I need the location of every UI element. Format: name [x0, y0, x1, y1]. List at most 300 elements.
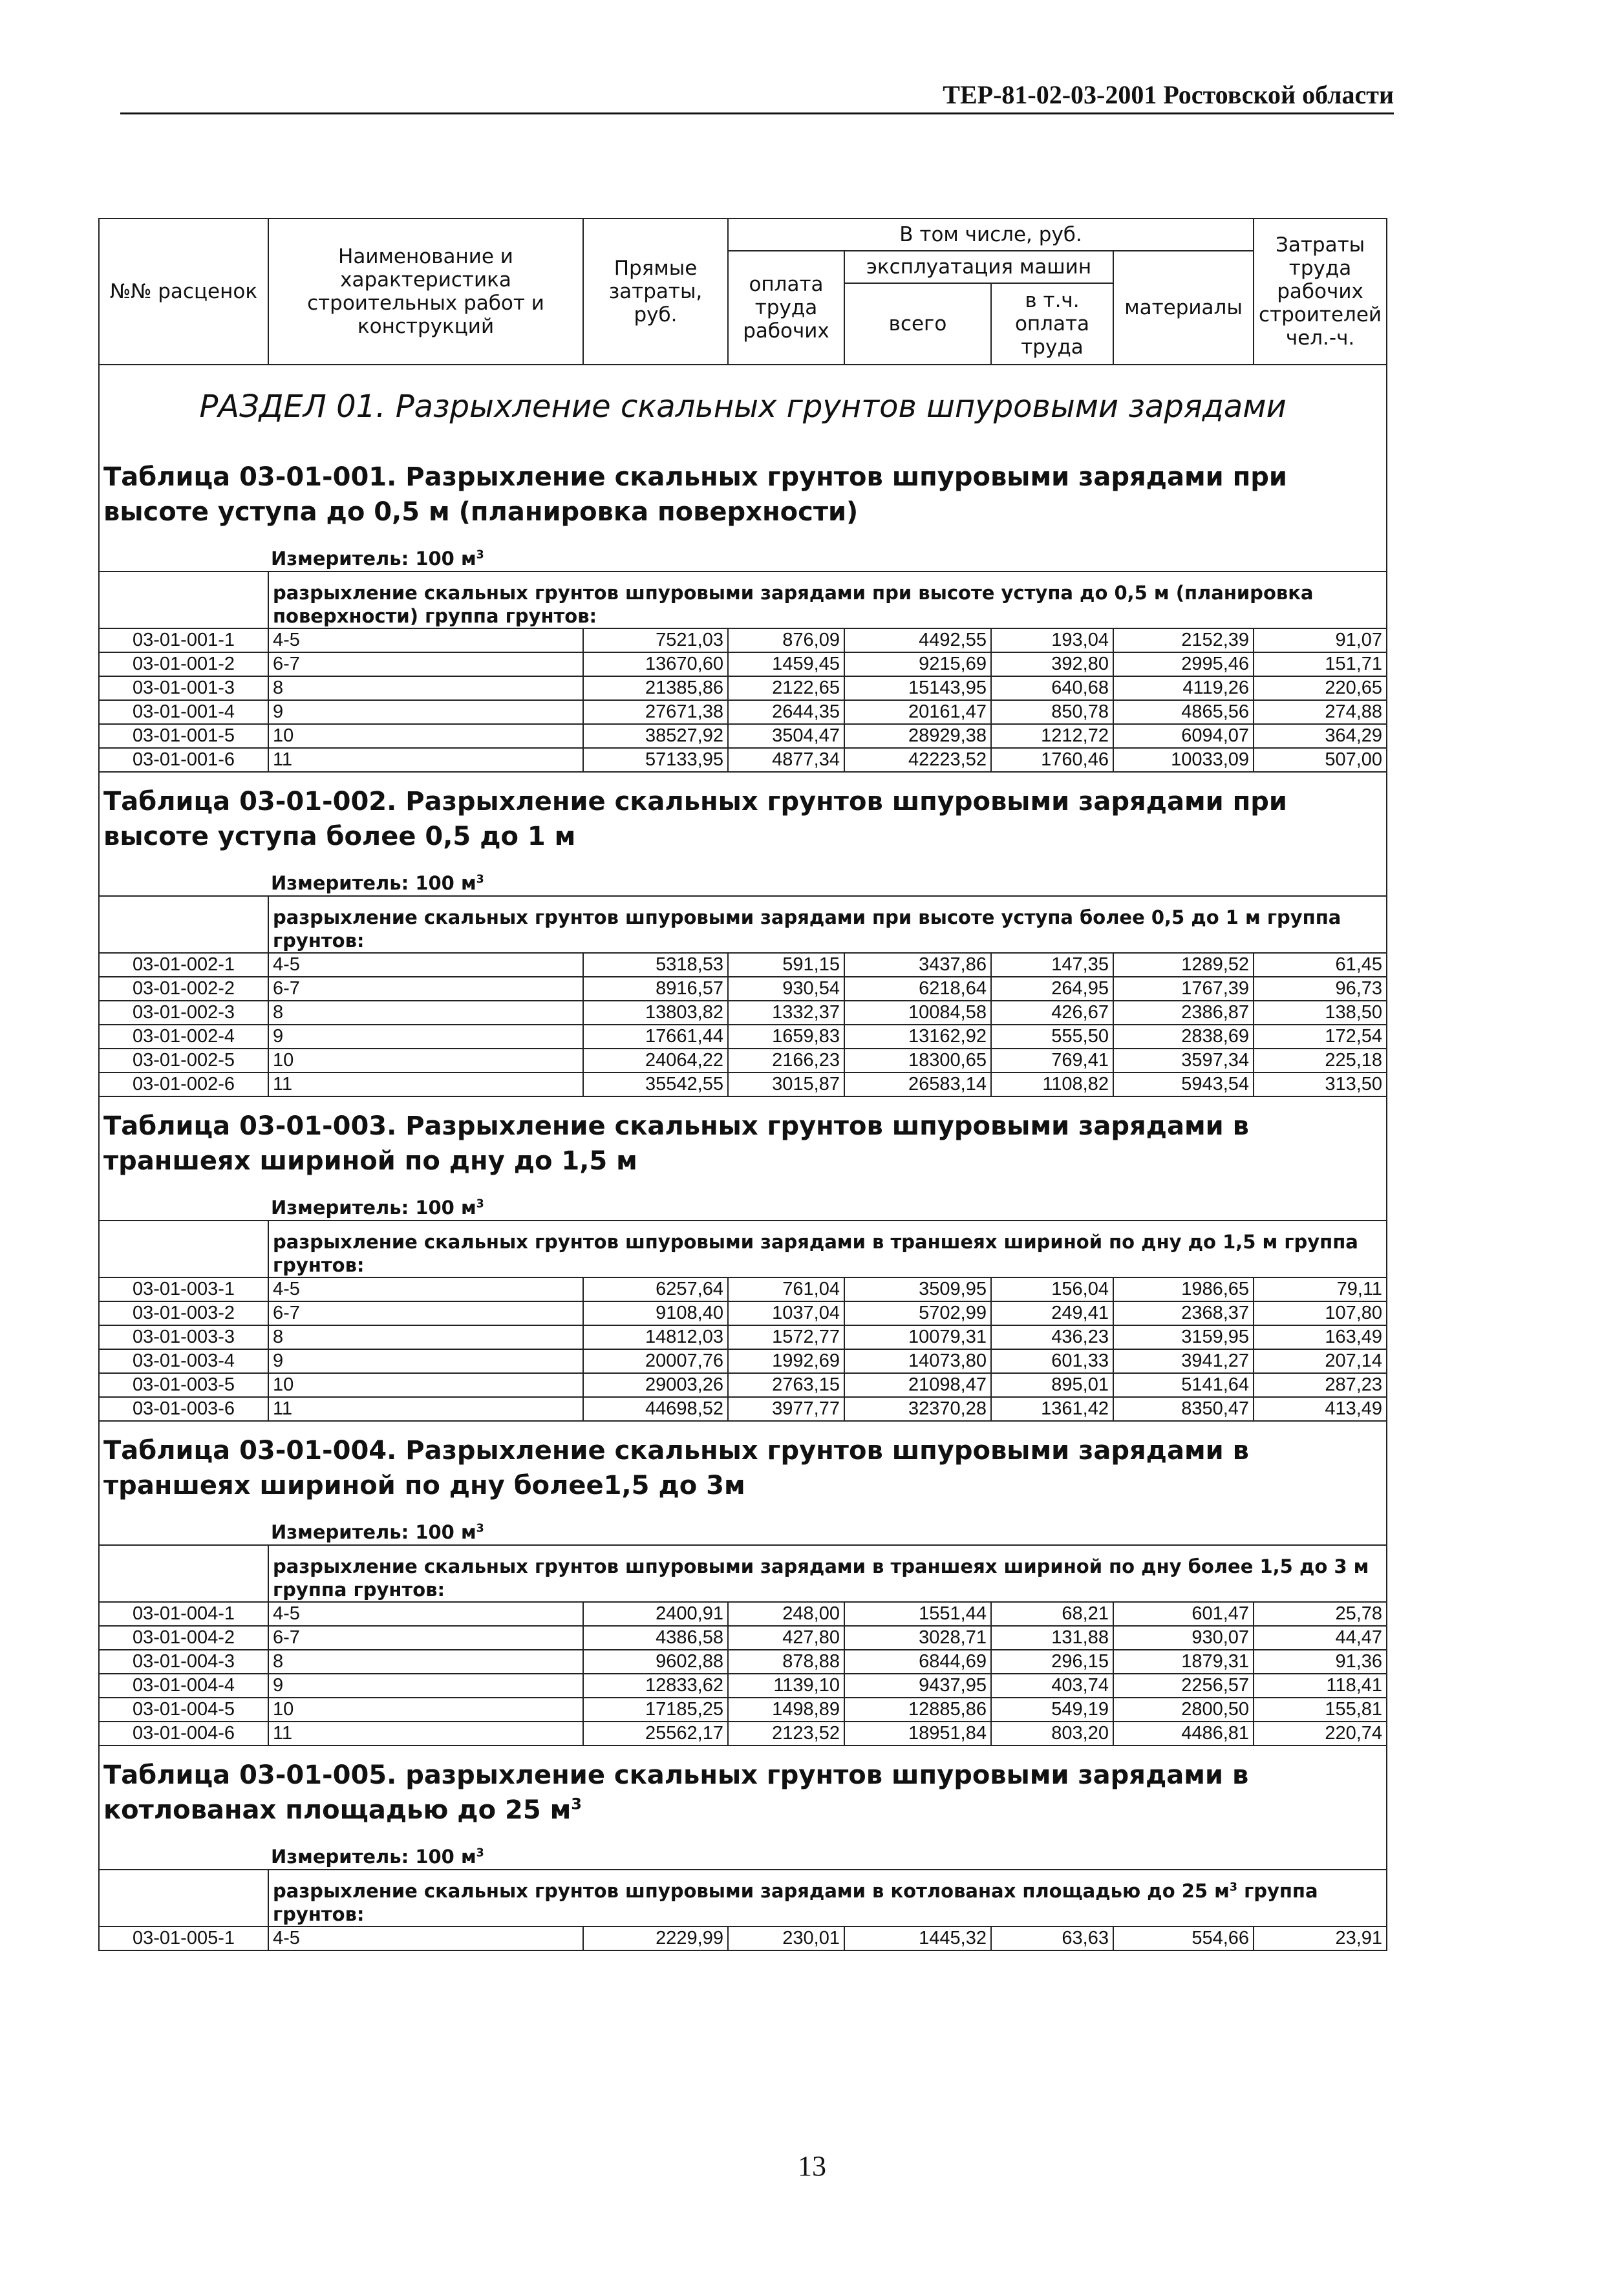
labor-pay: 878,88: [728, 1650, 844, 1674]
machines-total: 6218,64: [844, 977, 991, 1001]
direct-cost: 4386,58: [583, 1626, 728, 1650]
rates-table: [98, 218, 1387, 1951]
labor-hours: 287,23: [1254, 1373, 1387, 1397]
work-description: [268, 571, 1387, 628]
col-header-labor-cost: Затраты труда рабочих строителей чел.-ч.: [1254, 219, 1387, 365]
soil-group: 9: [268, 1025, 583, 1049]
labor-hours: 220,74: [1254, 1722, 1387, 1745]
table-row: [99, 953, 1387, 977]
materials: 4119,26: [1113, 676, 1254, 700]
rate-code: 03-01-001-3: [99, 676, 268, 700]
rate-code: 03-01-001-6: [99, 748, 268, 772]
direct-cost: 29003,26: [583, 1373, 728, 1397]
superscript: 3: [571, 1795, 582, 1813]
table-row: [99, 748, 1387, 772]
direct-cost: 24064,22: [583, 1049, 728, 1073]
materials: 4865,56: [1113, 700, 1254, 724]
table-row: [99, 1650, 1387, 1674]
direct-cost: 21385,86: [583, 676, 728, 700]
measure-row: [99, 540, 1387, 571]
direct-cost: 44698,52: [583, 1397, 728, 1421]
rate-code: 03-01-005-1: [99, 1927, 268, 1950]
direct-cost: 27671,38: [583, 700, 728, 724]
machines-labor: 1212,72: [991, 724, 1113, 748]
labor-hours: 225,18: [1254, 1049, 1387, 1073]
materials: 3597,34: [1113, 1049, 1254, 1073]
soil-group: 4-5: [268, 1602, 583, 1626]
soil-group: 6-7: [268, 1626, 583, 1650]
page-header: [120, 71, 1394, 114]
section-row: [99, 365, 1387, 448]
description-spacer: [99, 1545, 268, 1602]
machines-labor: 769,41: [991, 1049, 1113, 1073]
rate-code: 03-01-002-2: [99, 977, 268, 1001]
col-header-code: №№ расценок: [99, 219, 268, 365]
machines-labor: 296,15: [991, 1650, 1113, 1674]
direct-cost: 13670,60: [583, 652, 728, 676]
machines-total: 1551,44: [844, 1602, 991, 1626]
soil-group: 11: [268, 1397, 583, 1421]
rate-code: 03-01-001-5: [99, 724, 268, 748]
rate-code: 03-01-004-6: [99, 1722, 268, 1745]
machines-labor: 156,04: [991, 1277, 1113, 1301]
table-header: [99, 219, 1387, 365]
machines-labor: 63,63: [991, 1927, 1113, 1950]
measure-row: [99, 1513, 1387, 1545]
machines-total: 14073,80: [844, 1349, 991, 1373]
machines-total: 12885,86: [844, 1698, 991, 1722]
rate-code: 03-01-001-4: [99, 700, 268, 724]
measure-label: Измеритель: 100 м: [271, 872, 476, 894]
materials: 1986,65: [1113, 1277, 1254, 1301]
direct-cost: 9602,88: [583, 1650, 728, 1674]
materials: 1879,31: [1113, 1650, 1254, 1674]
measure-unit: [268, 540, 1387, 571]
labor-hours: 107,80: [1254, 1301, 1387, 1325]
col-header-machines: эксплуатация машин: [844, 251, 1113, 283]
labor-hours: 155,81: [1254, 1698, 1387, 1722]
soil-group: 11: [268, 1073, 583, 1096]
materials: 2386,87: [1113, 1001, 1254, 1025]
labor-hours: 91,36: [1254, 1650, 1387, 1674]
table-row: [99, 1025, 1387, 1049]
description-spacer: [99, 1870, 268, 1927]
table-label: Таблица 03-01-005.: [103, 1760, 397, 1790]
direct-cost: 5318,53: [583, 953, 728, 977]
table-row: [99, 1626, 1387, 1650]
direct-cost: 6257,64: [583, 1277, 728, 1301]
rate-code: 03-01-002-6: [99, 1073, 268, 1096]
rates-table-container: [98, 218, 1386, 2127]
machines-total: 21098,47: [844, 1373, 991, 1397]
materials: 601,47: [1113, 1602, 1254, 1626]
measure-unit: [268, 1513, 1387, 1545]
machines-total: 9215,69: [844, 652, 991, 676]
table-label: Таблица 03-01-004.: [103, 1436, 397, 1466]
direct-cost: 12833,62: [583, 1674, 728, 1698]
rate-code: 03-01-003-5: [99, 1373, 268, 1397]
labor-pay: 1572,77: [728, 1325, 844, 1349]
machines-total: 3028,71: [844, 1626, 991, 1650]
labor-pay: 1037,04: [728, 1301, 844, 1325]
labor-pay: 876,09: [728, 628, 844, 652]
work-description: [268, 1221, 1387, 1277]
labor-pay: 591,15: [728, 953, 844, 977]
soil-group: 8: [268, 1001, 583, 1025]
labor-hours: 23,91: [1254, 1927, 1387, 1950]
labor-pay: 2123,52: [728, 1722, 844, 1745]
direct-cost: 2229,99: [583, 1927, 728, 1950]
machines-labor: 426,67: [991, 1001, 1113, 1025]
soil-group: 8: [268, 676, 583, 700]
labor-pay: 2122,65: [728, 676, 844, 700]
materials: 1767,39: [1113, 977, 1254, 1001]
measure-spacer: [99, 1189, 268, 1221]
machines-total: 6844,69: [844, 1650, 991, 1674]
table-row: [99, 652, 1387, 676]
soil-group: 10: [268, 1698, 583, 1722]
labor-hours: 79,11: [1254, 1277, 1387, 1301]
labor-pay: 3015,87: [728, 1073, 844, 1096]
labor-pay: 1992,69: [728, 1349, 844, 1373]
work-description-row: [99, 1870, 1387, 1927]
materials: 5141,64: [1113, 1373, 1254, 1397]
machines-labor: 193,04: [991, 628, 1113, 652]
machines-total: 5702,99: [844, 1301, 991, 1325]
superscript: 3: [476, 1197, 484, 1211]
table-row: [99, 1397, 1387, 1421]
labor-hours: 118,41: [1254, 1674, 1387, 1698]
superscript: 3: [1229, 1881, 1237, 1894]
rate-code: 03-01-001-1: [99, 628, 268, 652]
col-header-machines-labor: в т.ч. оплата труда: [991, 283, 1113, 365]
machines-labor: 1108,82: [991, 1073, 1113, 1096]
direct-cost: 25562,17: [583, 1722, 728, 1745]
table-row: [99, 1001, 1387, 1025]
soil-group: 4-5: [268, 953, 583, 977]
labor-hours: 207,14: [1254, 1349, 1387, 1373]
machines-labor: 264,95: [991, 977, 1113, 1001]
labor-hours: 413,49: [1254, 1397, 1387, 1421]
work-description-row: [99, 1221, 1387, 1277]
direct-cost: 9108,40: [583, 1301, 728, 1325]
labor-pay: 4877,34: [728, 748, 844, 772]
labor-hours: 220,65: [1254, 676, 1387, 700]
table-title: [99, 448, 1387, 540]
labor-pay: 2763,15: [728, 1373, 844, 1397]
superscript: 3: [476, 873, 484, 886]
table-title-text: Разрыхление скальных грунтов шпуровыми зарядами в траншеях шириной по дну до 1,5 м: [103, 1111, 1249, 1176]
soil-group: 11: [268, 748, 583, 772]
labor-pay: 2644,35: [728, 700, 844, 724]
soil-group: 10: [268, 1373, 583, 1397]
table-row: [99, 1049, 1387, 1073]
table-row: [99, 977, 1387, 1001]
machines-total: 1445,32: [844, 1927, 991, 1950]
rate-code: 03-01-004-3: [99, 1650, 268, 1674]
soil-group: 10: [268, 1049, 583, 1073]
soil-group: 11: [268, 1722, 583, 1745]
col-header-machines-total: всего: [844, 283, 991, 365]
labor-pay: 248,00: [728, 1602, 844, 1626]
rate-code: 03-01-002-4: [99, 1025, 268, 1049]
machines-total: 28929,38: [844, 724, 991, 748]
table-label: Таблица 03-01-002.: [103, 787, 397, 817]
machines-labor: 147,35: [991, 953, 1113, 977]
direct-cost: 7521,03: [583, 628, 728, 652]
work-description-row: [99, 1545, 1387, 1602]
measure-spacer: [99, 540, 268, 571]
machines-labor: 131,88: [991, 1626, 1113, 1650]
work-description-row: [99, 571, 1387, 628]
soil-group: 6-7: [268, 1301, 583, 1325]
machines-total: 3509,95: [844, 1277, 991, 1301]
labor-hours: 151,71: [1254, 652, 1387, 676]
table-row: [99, 1373, 1387, 1397]
machines-total: 15143,95: [844, 676, 991, 700]
direct-cost: 57133,95: [583, 748, 728, 772]
table-row: [99, 1349, 1387, 1373]
rate-code: 03-01-004-4: [99, 1674, 268, 1698]
materials: 3159,95: [1113, 1325, 1254, 1349]
measure-row: [99, 1189, 1387, 1221]
labor-pay: 761,04: [728, 1277, 844, 1301]
table-row: [99, 628, 1387, 652]
description-text: разрыхление скальных грунтов шпуровыми зарядами в котлованах площадью до 25 м: [273, 1880, 1230, 1902]
labor-pay: 1659,83: [728, 1025, 844, 1049]
materials: 554,66: [1113, 1927, 1254, 1950]
table-label: Таблица 03-01-003.: [103, 1111, 397, 1141]
table-body: [99, 365, 1387, 1950]
measure-label: Измеритель: 100 м: [271, 1846, 476, 1868]
table-row: [99, 676, 1387, 700]
direct-cost: 38527,92: [583, 724, 728, 748]
soil-group: 9: [268, 1349, 583, 1373]
soil-group: 4-5: [268, 1277, 583, 1301]
rate-code: 03-01-003-4: [99, 1349, 268, 1373]
labor-hours: 25,78: [1254, 1602, 1387, 1626]
description-text: разрыхление скальных грунтов шпуровыми зарядами в траншеях шириной по дну более 1,5 до 3 м группа грунтов:: [273, 1555, 1369, 1601]
machines-labor: 549,19: [991, 1698, 1113, 1722]
table-title: [99, 1421, 1387, 1513]
table-title-text: разрыхление скальных грунтов шпуровыми зарядами в котлованах площадью до 25 м: [103, 1760, 1249, 1825]
machines-total: 20161,47: [844, 700, 991, 724]
materials: 2256,57: [1113, 1674, 1254, 1698]
work-description: [268, 896, 1387, 953]
rate-code: 03-01-004-1: [99, 1602, 268, 1626]
measure-row: [99, 864, 1387, 896]
table-title-row: [99, 448, 1387, 540]
rate-code: 03-01-003-1: [99, 1277, 268, 1301]
labor-hours: 91,07: [1254, 628, 1387, 652]
labor-pay: 1332,37: [728, 1001, 844, 1025]
soil-group: 10: [268, 724, 583, 748]
labor-pay: 1498,89: [728, 1698, 844, 1722]
labor-hours: 172,54: [1254, 1025, 1387, 1049]
rate-code: 03-01-002-5: [99, 1049, 268, 1073]
description-text: разрыхление скальных грунтов шпуровыми зарядами при высоте уступа до 0,5 м (планировка поверхности) группа грунтов:: [273, 582, 1314, 627]
machines-total: 18951,84: [844, 1722, 991, 1745]
labor-pay: 3977,77: [728, 1397, 844, 1421]
measure-unit: [268, 864, 1387, 896]
description-text: разрыхление скальных грунтов шпуровыми зарядами при высоте уступа более 0,5 до 1 м группа грунтов:: [273, 906, 1341, 952]
table-row: [99, 1674, 1387, 1698]
direct-cost: 13803,82: [583, 1001, 728, 1025]
machines-labor: 555,50: [991, 1025, 1113, 1049]
soil-group: 4-5: [268, 1927, 583, 1950]
table-row: [99, 1325, 1387, 1349]
table-row: [99, 1602, 1387, 1626]
measure-row: [99, 1838, 1387, 1870]
measure-label: Измеритель: 100 м: [271, 1197, 476, 1219]
table-title-text: Разрыхление скальных грунтов шпуровыми зарядами при высоте уступа более 0,5 до 1 м: [103, 787, 1287, 851]
materials: 5943,54: [1113, 1073, 1254, 1096]
materials: 2838,69: [1113, 1025, 1254, 1049]
work-description-row: [99, 896, 1387, 953]
materials: 1289,52: [1113, 953, 1254, 977]
table-title-row: [99, 1745, 1387, 1838]
labor-pay: 1459,45: [728, 652, 844, 676]
rate-code: 03-01-001-2: [99, 652, 268, 676]
machines-total: 18300,65: [844, 1049, 991, 1073]
labor-hours: 44,47: [1254, 1626, 1387, 1650]
col-header-name: Наименование и характеристика строительных работ и конструкций: [268, 219, 583, 365]
col-header-direct: Прямые затраты, руб.: [583, 219, 728, 365]
soil-group: 4-5: [268, 628, 583, 652]
superscript: 3: [476, 1522, 484, 1535]
table-row: [99, 1301, 1387, 1325]
col-header-labor-pay: оплата труда рабочих: [728, 251, 844, 365]
labor-hours: 138,50: [1254, 1001, 1387, 1025]
direct-cost: 8916,57: [583, 977, 728, 1001]
description-spacer: [99, 571, 268, 628]
machines-total: 26583,14: [844, 1073, 991, 1096]
labor-pay: 1139,10: [728, 1674, 844, 1698]
table-row: [99, 700, 1387, 724]
machines-labor: 392,80: [991, 652, 1113, 676]
labor-hours: 274,88: [1254, 700, 1387, 724]
table-label: Таблица 03-01-001.: [103, 462, 397, 492]
machines-total: 42223,52: [844, 748, 991, 772]
description-spacer: [99, 896, 268, 953]
machines-labor: 895,01: [991, 1373, 1113, 1397]
page-number: 13: [798, 2150, 826, 2182]
measure-label: Измеритель: 100 м: [271, 548, 476, 570]
col-header-including: В том числе, руб.: [728, 219, 1254, 251]
rate-code: 03-01-003-2: [99, 1301, 268, 1325]
labor-pay: 2166,23: [728, 1049, 844, 1073]
materials: 8350,47: [1113, 1397, 1254, 1421]
labor-hours: 61,45: [1254, 953, 1387, 977]
labor-pay: 427,80: [728, 1626, 844, 1650]
materials: 3941,27: [1113, 1349, 1254, 1373]
soil-group: 6-7: [268, 977, 583, 1001]
table-row: [99, 724, 1387, 748]
materials: 2995,46: [1113, 652, 1254, 676]
materials: 2152,39: [1113, 628, 1254, 652]
table-title-row: [99, 1096, 1387, 1189]
machines-total: 10084,58: [844, 1001, 991, 1025]
measure-label: Измеритель: 100 м: [271, 1521, 476, 1543]
materials: 2800,50: [1113, 1698, 1254, 1722]
machines-labor: 803,20: [991, 1722, 1113, 1745]
machines-total: 3437,86: [844, 953, 991, 977]
rate-code: 03-01-002-3: [99, 1001, 268, 1025]
labor-hours: 364,29: [1254, 724, 1387, 748]
soil-group: 8: [268, 1650, 583, 1674]
machines-total: 9437,95: [844, 1674, 991, 1698]
machines-labor: 1760,46: [991, 748, 1113, 772]
machines-total: 13162,92: [844, 1025, 991, 1049]
direct-cost: 20007,76: [583, 1349, 728, 1373]
labor-hours: 163,49: [1254, 1325, 1387, 1349]
rate-code: 03-01-002-1: [99, 953, 268, 977]
table-title: [99, 1745, 1387, 1838]
description-tail: группа грунтов:: [273, 1880, 1318, 1925]
materials: 6094,07: [1113, 724, 1254, 748]
machines-labor: 640,68: [991, 676, 1113, 700]
superscript: 3: [476, 548, 484, 562]
materials: 930,07: [1113, 1626, 1254, 1650]
description-spacer: [99, 1221, 268, 1277]
labor-pay: 930,54: [728, 977, 844, 1001]
table-title: [99, 1096, 1387, 1189]
rate-code: 03-01-004-5: [99, 1698, 268, 1722]
table-row: [99, 1698, 1387, 1722]
machines-labor: 601,33: [991, 1349, 1113, 1373]
table-row: [99, 1073, 1387, 1096]
machines-total: 4492,55: [844, 628, 991, 652]
col-header-materials: материалы: [1113, 251, 1254, 365]
machines-total: 32370,28: [844, 1397, 991, 1421]
measure-spacer: [99, 864, 268, 896]
superscript: 3: [476, 1846, 484, 1860]
direct-cost: 17661,44: [583, 1025, 728, 1049]
machines-labor: 403,74: [991, 1674, 1113, 1698]
rate-code: 03-01-004-2: [99, 1626, 268, 1650]
labor-pay: 230,01: [728, 1927, 844, 1950]
machines-labor: 68,21: [991, 1602, 1113, 1626]
measure-spacer: [99, 1838, 268, 1870]
labor-hours: 313,50: [1254, 1073, 1387, 1096]
machines-labor: 436,23: [991, 1325, 1113, 1349]
soil-group: 6-7: [268, 652, 583, 676]
measure-unit: [268, 1838, 1387, 1870]
soil-group: 9: [268, 1674, 583, 1698]
soil-group: 9: [268, 700, 583, 724]
work-description: [268, 1545, 1387, 1602]
machines-labor: 1361,42: [991, 1397, 1113, 1421]
rate-code: 03-01-003-3: [99, 1325, 268, 1349]
table-title-text: Разрыхление скальных грунтов шпуровыми зарядами при высоте уступа до 0,5 м (планировка поверхности): [103, 462, 1287, 527]
table-row: [99, 1722, 1387, 1745]
materials: 4486,81: [1113, 1722, 1254, 1745]
machines-labor: 249,41: [991, 1301, 1113, 1325]
rate-code: 03-01-003-6: [99, 1397, 268, 1421]
table-title: [99, 772, 1387, 864]
labor-hours: 96,73: [1254, 977, 1387, 1001]
machines-labor: 850,78: [991, 700, 1113, 724]
description-text: разрыхление скальных грунтов шпуровыми зарядами в траншеях шириной по дну до 1,5 м группа грунтов:: [273, 1231, 1358, 1276]
section-title: РАЗДЕЛ 01. Разрыхление скальных грунтов шпуровыми зарядами: [99, 365, 1387, 448]
direct-cost: 35542,55: [583, 1073, 728, 1096]
measure-spacer: [99, 1513, 268, 1545]
work-description: [268, 1870, 1387, 1927]
labor-pay: 3504,47: [728, 724, 844, 748]
table-title-text: Разрыхление скальных грунтов шпуровыми зарядами в траншеях шириной по дну более1,5 до 3м: [103, 1436, 1249, 1500]
table-title-row: [99, 1421, 1387, 1513]
measure-unit: [268, 1189, 1387, 1221]
